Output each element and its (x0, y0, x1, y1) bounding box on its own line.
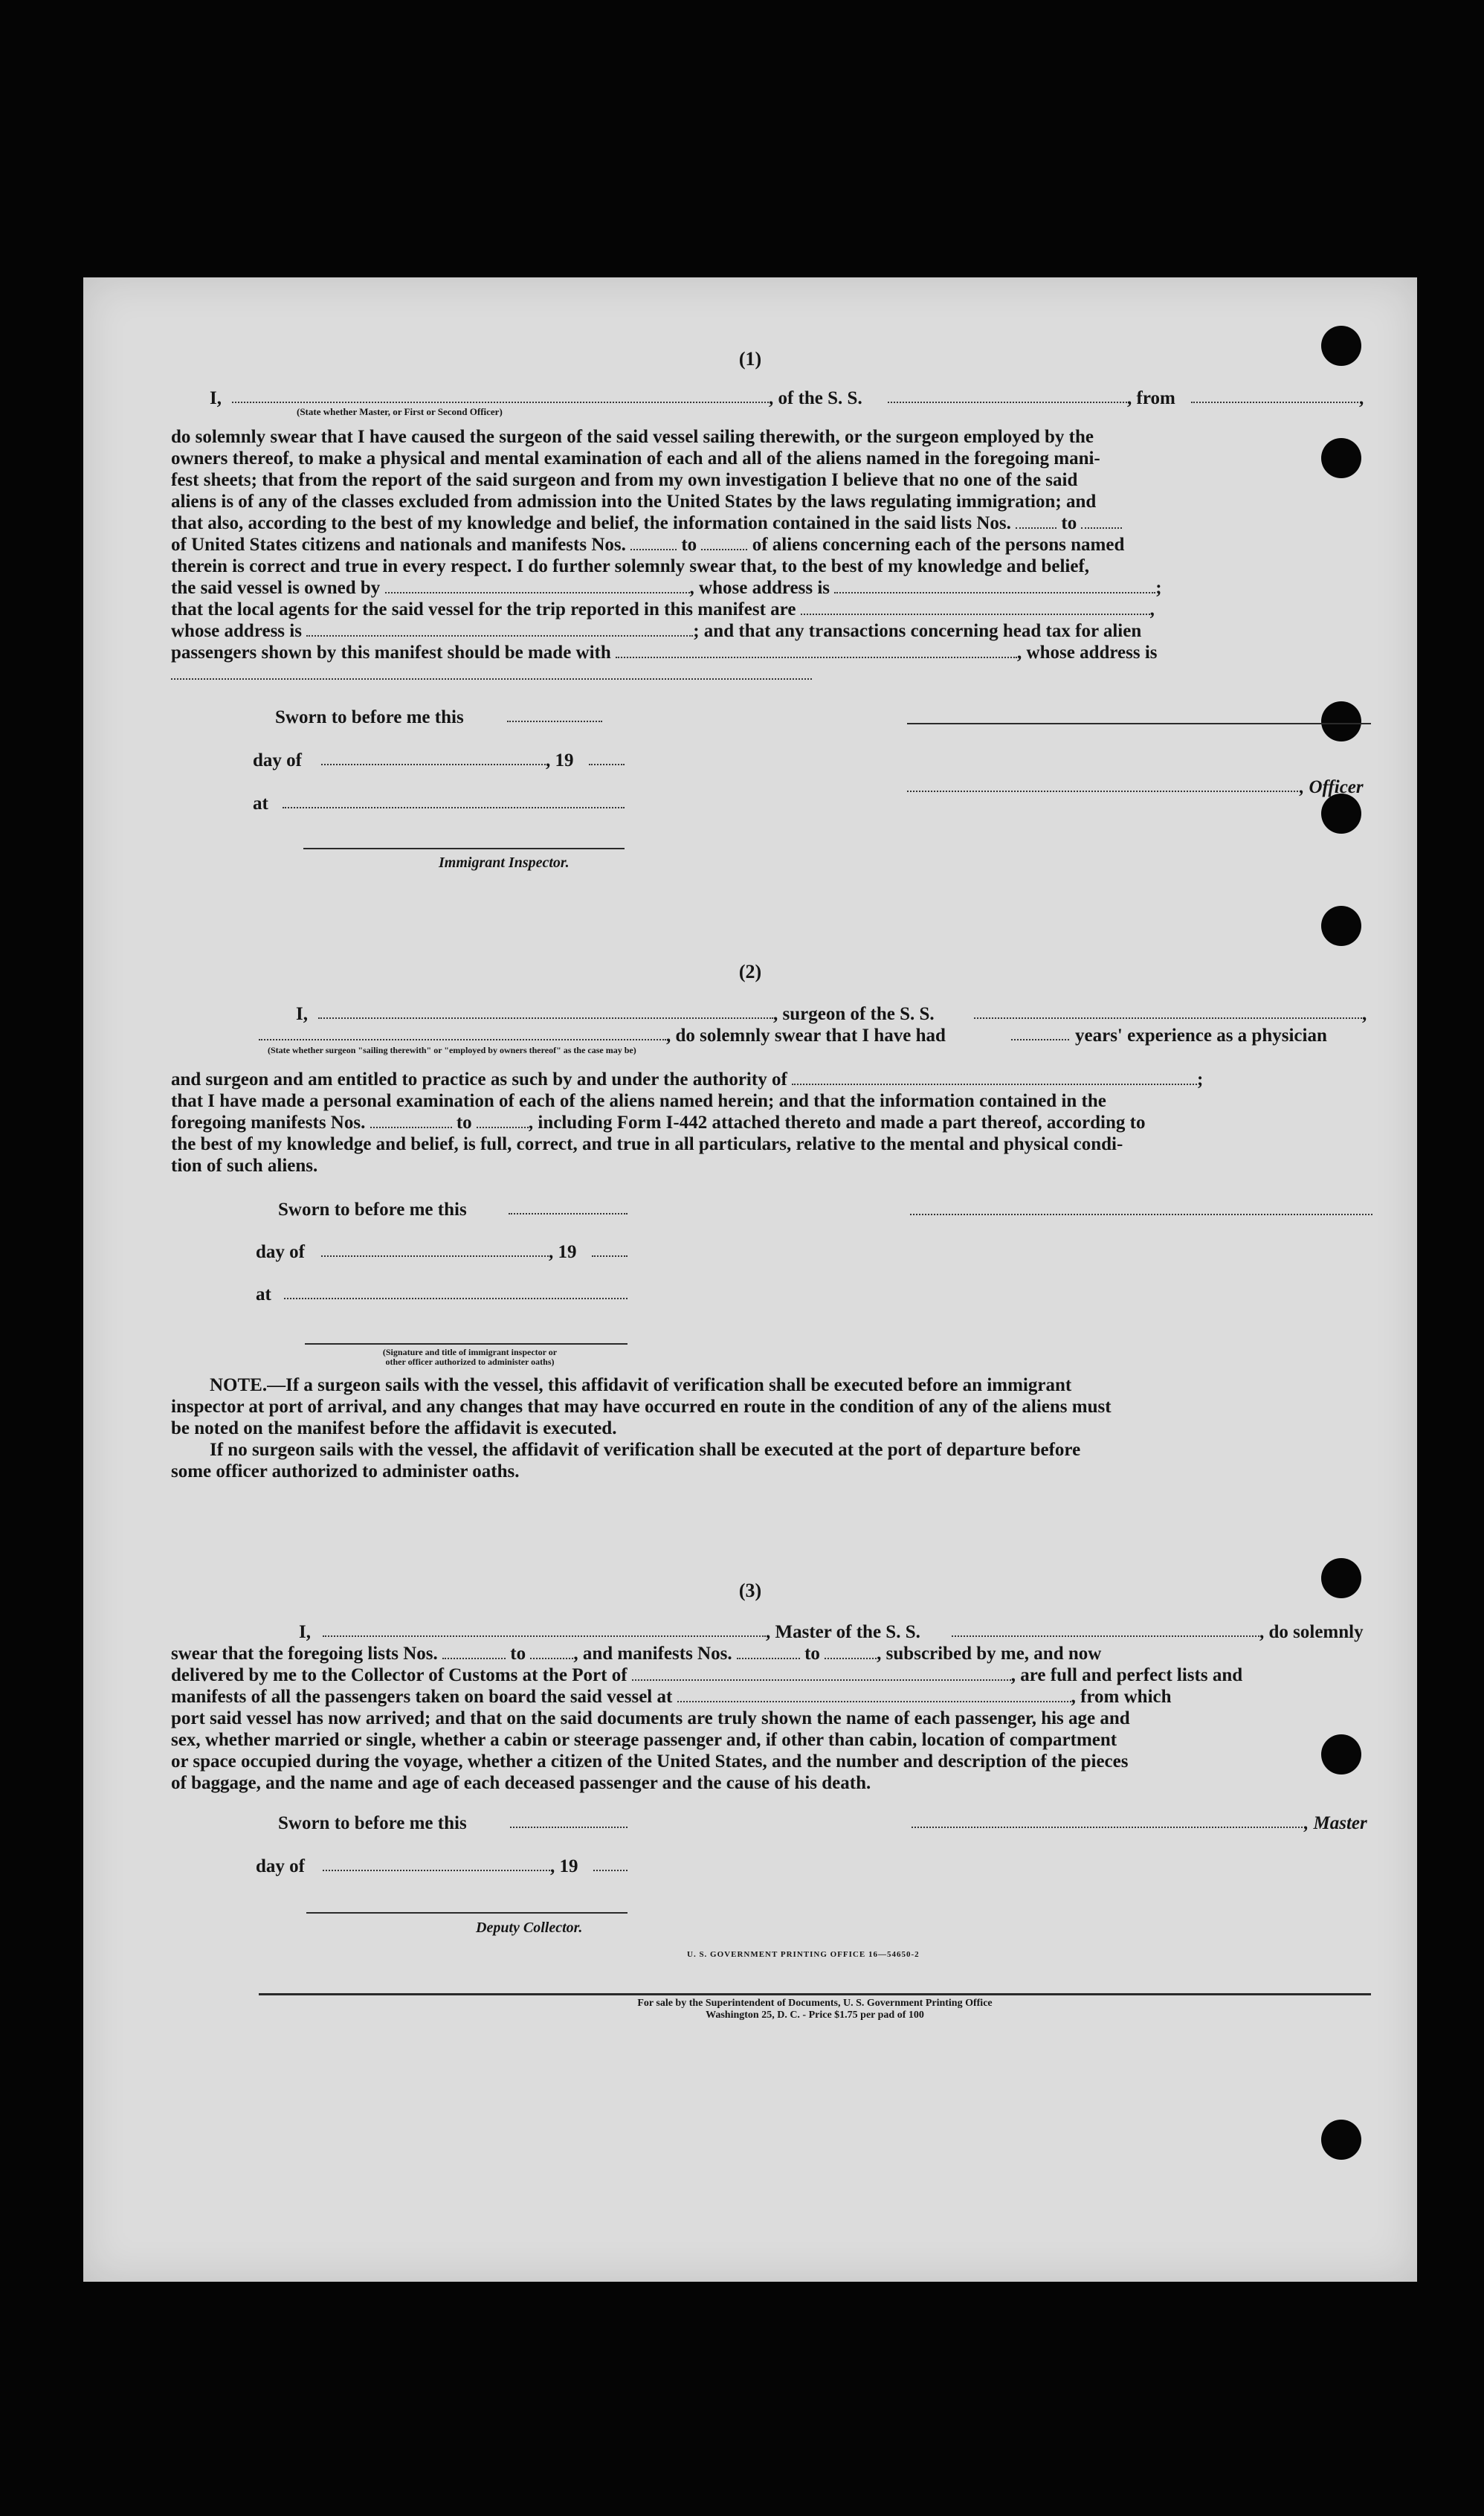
s3-oath-paragraph (171, 1643, 1374, 1794)
s2-manifests-to-field[interactable] (477, 1113, 529, 1128)
s2-text-line: the best of my knowledge and belief, is full, correct, and true in all particulars, relative to the mental and physical condi- (171, 1134, 1123, 1154)
s3-day-of-label: day of (256, 1856, 305, 1876)
s3-lists-text: , are full and perfect lists and (1010, 1665, 1243, 1685)
s1-inspector-signature-line[interactable] (303, 848, 625, 849)
s1-officer-label: , Officer (1300, 777, 1364, 797)
s2-signature-line[interactable] (910, 1214, 1372, 1215)
binder-hole (1321, 906, 1361, 946)
s1-from-label: , from (1127, 388, 1175, 408)
s2-note-line: some officer authorized to administer oaths. (171, 1461, 520, 1481)
s2-text-line (171, 1069, 1374, 1090)
s1-text-line (171, 577, 1374, 599)
s3-to-label: to (510, 1644, 526, 1664)
s1-owner-field[interactable] (385, 579, 690, 593)
s1-text-line: do solemnly swear that I have caused the surgeon of the said vessel sailing therewith, or the surgeon employed by the (171, 427, 1094, 447)
s3-to-label: to (804, 1644, 820, 1664)
s1-from-field[interactable] (1191, 402, 1358, 403)
s1-i-label: I, (210, 388, 222, 408)
s1-lists-label: that also, according to the best of my knowledge and belief, the information contained in the said lists Nos. (171, 513, 1011, 533)
s1-manifests-label: of United States citizens and nationals and manifests Nos. (171, 535, 626, 555)
s1-text-line: owners thereof, to make a physical and mental examination of each and all of the aliens named in the foregoing mani- (171, 448, 1100, 469)
section-1-number: (1) (738, 348, 762, 370)
s1-inspector-label: Immigrant Inspector. (439, 855, 570, 871)
s1-address-label: whose address is (171, 621, 302, 641)
s2-surgeon-status-field[interactable] (259, 1039, 666, 1040)
s2-year-field[interactable] (592, 1255, 628, 1257)
s1-manifests-from-field[interactable] (630, 535, 677, 550)
s3-year-label: , 19 (550, 1856, 578, 1876)
s3-from-which-label: , from which (1071, 1687, 1172, 1707)
s2-sig-note-line: (Signature and title of immigrant inspector or (382, 1347, 558, 1357)
s2-comma: , (1362, 1004, 1367, 1024)
s1-comma: , (1149, 599, 1155, 620)
s2-authority-field[interactable] (792, 1070, 1197, 1085)
s2-note-label: NOTE. (210, 1375, 268, 1395)
binder-hole (1321, 794, 1361, 834)
s1-comma: , (1359, 388, 1364, 408)
s1-officer-name-field[interactable] (232, 402, 769, 403)
s1-head-tax-label: ; and that any transactions concerning head tax for alien (693, 621, 1142, 641)
s2-at-label: at (256, 1284, 271, 1304)
s3-text-line: of baggage, and the name and age of each deceased passenger and the cause of his death. (171, 1773, 871, 1793)
s2-authority-label: and surgeon and am entitled to practice as such by and under the authority of (171, 1069, 787, 1090)
s2-swear-label: , do solemnly swear that I have had (666, 1026, 946, 1046)
s3-text-line: or space occupied during the voyage, whether a citizen of the United States, and the number and description of the pieces (171, 1751, 1129, 1772)
s3-year-field[interactable] (593, 1870, 628, 1871)
s1-address-label: , whose address is (1017, 643, 1158, 663)
s3-sworn-label: Sworn to before me this (278, 1813, 467, 1833)
section-3-number: (3) (738, 1580, 762, 1601)
s1-text-line (171, 512, 1374, 534)
s2-note-paragraph (171, 1374, 1374, 1482)
s1-manifests-to-field[interactable] (701, 535, 747, 550)
s3-manifests-to-field[interactable] (825, 1644, 877, 1659)
s3-master-signature-field[interactable] (912, 1827, 1306, 1828)
s3-manifests-from-field[interactable] (737, 1644, 800, 1659)
s3-lists-label: swear that the foregoing lists Nos. (171, 1644, 438, 1664)
s1-signature-line[interactable] (907, 723, 1371, 724)
s2-years-field[interactable] (1011, 1039, 1069, 1040)
s3-departure-port-field[interactable] (677, 1687, 1071, 1702)
footer-line: For sale by the Superintendent of Documents, U. S. Government Printing Office (637, 1998, 993, 2009)
s3-day-field[interactable] (323, 1870, 550, 1871)
s2-i-label: I, (296, 1004, 308, 1024)
s3-i-label: I, (299, 1622, 311, 1642)
s1-to-label: to (681, 535, 697, 555)
s3-master-name-field[interactable] (323, 1635, 766, 1637)
s3-text-line (171, 1643, 1374, 1664)
s2-text-line: tion of such aliens. (171, 1156, 318, 1176)
s3-deputy-signature-line[interactable] (306, 1912, 628, 1914)
s3-deputy-label: Deputy Collector. (476, 1920, 583, 1936)
s2-sig-note-line: other officer authorized to administer oaths) (385, 1357, 555, 1367)
s1-text-line (171, 599, 1374, 620)
s1-aliens-label: of aliens concerning each of the persons named (752, 535, 1125, 555)
s1-agents-field[interactable] (801, 600, 1150, 615)
s1-day-field[interactable] (321, 764, 546, 765)
s1-agents-label: that the local agents for the said vessel for the trip reported in this manifest are (171, 599, 796, 620)
s3-port-label: delivered by me to the Collector of Customs at the Port of (171, 1665, 628, 1685)
s1-year-field[interactable] (589, 764, 625, 765)
s2-semicolon: ; (1197, 1069, 1204, 1090)
s1-sworn-date-field[interactable] (507, 721, 602, 722)
s2-surgeon-name-field[interactable] (318, 1017, 773, 1019)
s1-text-line: therein is correct and true in every respect. I do further solemnly swear that, to the best of my knowledge and belief, (171, 556, 1090, 576)
s1-head-tax-address-field[interactable] (171, 678, 812, 680)
s2-year-label: , 19 (549, 1242, 577, 1262)
s1-text-line: fest sheets; that from the report of the said surgeon and from my own investigation I believe that no one of the said (171, 470, 1078, 490)
s2-note-text: —If a surgeon sails with the vessel, this affidavit of verification shall be executed before an immigrant (267, 1375, 1072, 1395)
s2-sworn-label: Sworn to before me this (278, 1200, 467, 1220)
s1-made-with-label: passengers shown by this manifest should be made with (171, 643, 611, 663)
s3-do-solemnly-label: , do solemnly (1259, 1622, 1364, 1642)
s1-lists-from-field[interactable] (1016, 514, 1056, 529)
s1-sworn-label: Sworn to before me this (275, 707, 464, 727)
s2-manifests-label: foregoing manifests Nos. (171, 1113, 366, 1133)
s3-text-line (171, 1664, 1374, 1686)
s3-taken-on-label: manifests of all the passengers taken on board the said vessel at (171, 1687, 673, 1707)
s3-master-label: , Master (1304, 1813, 1367, 1833)
s1-owner-address-field[interactable] (834, 579, 1155, 593)
footer-rule (259, 1993, 1371, 1995)
s2-years-label: years' experience as a physician (1075, 1026, 1327, 1046)
s1-text-line (171, 620, 1374, 642)
s1-year-label: , 19 (546, 750, 574, 770)
s1-day-of-label: day of (253, 750, 302, 770)
footer (259, 1998, 1371, 2021)
s2-inspector-signature-line[interactable] (305, 1343, 628, 1345)
s1-oath-paragraph (171, 426, 1374, 663)
s1-text-line (171, 534, 1374, 556)
s1-vessel-field[interactable] (888, 402, 1127, 403)
s2-sworn-date-field[interactable] (509, 1213, 628, 1214)
s2-note-line: be noted on the manifest before the affidavit is executed. (171, 1418, 617, 1438)
s1-semicolon: ; (1155, 578, 1162, 598)
s2-manifests-from-field[interactable] (370, 1113, 452, 1128)
s2-text-line: that I have made a personal examination of each of the aliens named herein; and that the information contained in the (171, 1091, 1106, 1111)
s2-signature-note (314, 1348, 626, 1367)
s3-lists-to-field[interactable] (530, 1644, 573, 1659)
s3-subscribed-label: , subscribed by me, and now (877, 1644, 1102, 1664)
s1-owned-by-label: the said vessel is owned by (171, 578, 381, 598)
binder-hole (1321, 2120, 1361, 2160)
s1-officer-field[interactable] (907, 791, 1301, 792)
s3-manifests-label: , and manifests Nos. (573, 1644, 732, 1664)
s3-port-field[interactable] (632, 1666, 1011, 1681)
section-2-number: (2) (738, 961, 762, 982)
s2-note-line (171, 1374, 1374, 1396)
s1-of-ss-label: , of the S. S. (769, 388, 862, 408)
s1-at-field[interactable] (283, 807, 625, 808)
footer-line: Washington 25, D. C. - Price $1.75 per pad of 100 (706, 2010, 924, 2021)
s2-surgeon-of-label: , surgeon of the S. S. (773, 1004, 935, 1024)
s2-note-line: If no surgeon sails with the vessel, the affidavit of verification shall be executed at the port of departure before (210, 1440, 1081, 1460)
s3-lists-from-field[interactable] (442, 1644, 506, 1659)
s1-text-line: aliens is of any of the classes excluded from admission into the United States by the laws regulating immigration; and (171, 492, 1097, 512)
s1-lists-to-field[interactable] (1081, 514, 1122, 529)
s3-vessel-field[interactable] (952, 1635, 1259, 1637)
s3-text-line: port said vessel has now arrived; and that on the said documents are truly shown the name of each passenger, his age and (171, 1708, 1130, 1728)
s2-oath-paragraph (171, 1069, 1374, 1177)
gpo-imprint: U. S. GOVERNMENT PRINTING OFFICE 16—54650-2 (687, 1950, 920, 1959)
s1-head-tax-party-field[interactable] (616, 643, 1017, 658)
s1-to-label: to (1061, 513, 1077, 533)
s3-text-line: sex, whether married or single, whether a cabin or steerage passenger and, if other than cabin, location of compartment (171, 1730, 1117, 1750)
s2-state-note: (State whether surgeon "sailing therewith" or "employed by owners thereof" as the case may be) (268, 1045, 636, 1055)
s2-at-field[interactable] (284, 1298, 628, 1299)
s2-text-line (171, 1112, 1374, 1133)
s2-vessel-field[interactable] (974, 1017, 1362, 1019)
s1-text-line (171, 642, 1374, 663)
s1-address-label: , whose address is (689, 578, 830, 598)
s1-state-note: (State whether Master, or First or Second Officer) (297, 406, 503, 417)
s2-day-field[interactable] (321, 1255, 549, 1257)
s1-at-label: at (253, 794, 268, 814)
s2-form-label: , including Form I-442 attached thereto and made a part thereof, according to (528, 1113, 1146, 1133)
s3-master-of-label: , Master of the S. S. (766, 1622, 920, 1642)
s2-to-label: to (456, 1113, 472, 1133)
s3-sworn-date-field[interactable] (510, 1827, 628, 1828)
s3-text-line (171, 1686, 1374, 1708)
s2-note-line: inspector at port of arrival, and any changes that may have occurred en route in the condition of any of the aliens must (171, 1397, 1112, 1417)
binder-hole (1321, 701, 1361, 741)
s2-day-of-label: day of (256, 1242, 305, 1262)
s1-agents-address-field[interactable] (306, 622, 693, 637)
